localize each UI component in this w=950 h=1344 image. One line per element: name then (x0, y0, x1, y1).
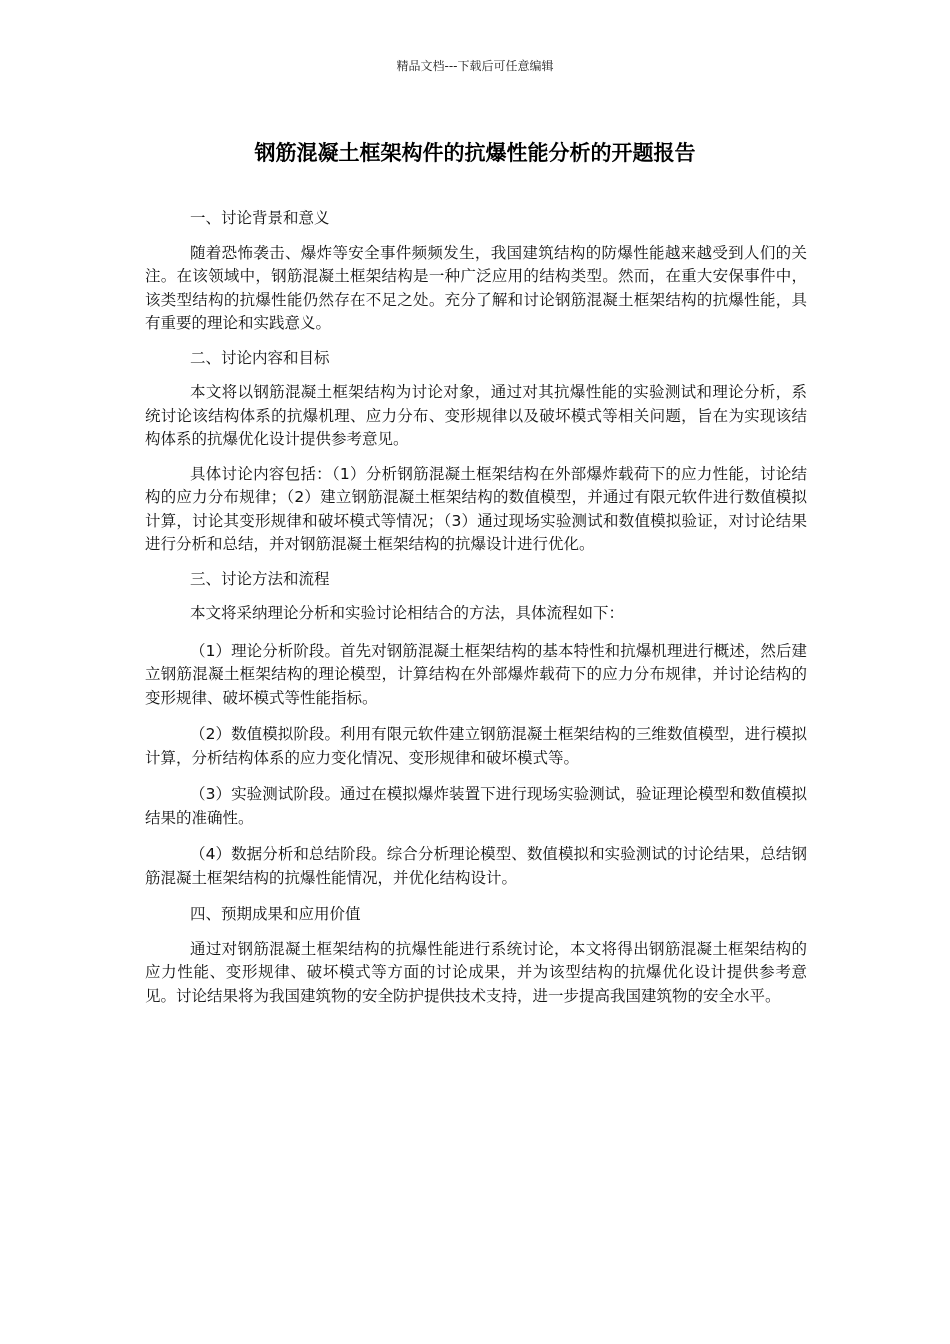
content-paragraph-2: 具体讨论内容包括：（1）分析钢筋混凝土框架结构在外部爆炸载荷下的应力性能，讨论结构的应力分布规律；（2）建立钢筋混凝土框架结构的数值模型，并通过有限元软件进行数值模拟计算，讨论其变形规律和破坏模式等情况；（3）通过现场实验测试和数值模拟验证，对讨论结果进行分析和总结，并对钢筋混凝土框架结构的抗爆设计进行优化。 (145, 464, 807, 553)
document-title: 钢筋混凝土框架构件的抗爆性能分析的开题报告 (254, 141, 696, 165)
method-step-2: （2）数值模拟阶段。利用有限元软件建立钢筋混凝土框架结构的三维数值模型，进行模拟计算，分析结构体系的应力变化情况、变形规律和破坏模式等。 (145, 725, 807, 767)
content-paragraph-1: 本文将以钢筋混凝土框架结构为讨论对象，通过对其抗爆性能的实验测试和理论分析，系统讨论该结构体系的抗爆机理、应力分布、变形规律以及破坏模式等相关问题，旨在为实现该结构体系的抗爆优化设计提供参考意见。 (145, 383, 807, 448)
page-header: 精品文档---下载后可任意编辑 (396, 59, 554, 73)
method-step-1: （1）理论分析阶段。首先对钢筋混凝土框架结构的基本特性和抗爆机理进行概述，然后建立钢筋混凝土框架结构的理论模型，计算结构在外部爆炸载荷下的应力分布规律，并讨论结构的变形规律、破坏模式等性能指标。 (145, 641, 807, 707)
background-paragraph: 随着恐怖袭击、爆炸等安全事件频频发生，我国建筑结构的防爆性能越来越受到人们的关注。在该领域中，钢筋混凝土框架结构是一种广泛应用的结构类型。然而，在重大安保事件中，该类型结构的抗爆性能仍然存在不足之处。充分了解和讨论钢筋混凝土框架结构的抗爆性能，具有重要的理论和实践意义。 (145, 243, 807, 332)
section-heading-method: 三、讨论方法和流程 (190, 569, 330, 588)
section-heading-content: 二、讨论内容和目标 (190, 348, 330, 367)
outcomes-paragraph: 通过对钢筋混凝土框架结构的抗爆性能进行系统讨论，本文将得出钢筋混凝土框架结构的应力性能、变形规律、破坏模式等方面的讨论成果，并为该型结构的抗爆优化设计提供参考意见。讨论结果将为我国建筑物的安全防护提供技术支持，进一步提高我国建筑物的安全水平。 (145, 939, 807, 1005)
method-intro: 本文将采纳理论分析和实验讨论相结合的方法，具体流程如下： (190, 604, 625, 622)
section-heading-outcomes: 四、预期成果和应用价值 (190, 905, 361, 923)
document-body (145, 207, 807, 1019)
method-step-4: （4）数据分析和总结阶段。综合分析理论模型、数值模拟和实验测试的讨论结果，总结钢筋混凝土框架结构的抗爆性能情况，并优化结构设计。 (145, 845, 807, 887)
section-heading-background: 一、讨论背景和意义 (190, 209, 330, 227)
method-step-3: （3）实验测试阶段。通过在模拟爆炸装置下进行现场实验测试，验证理论模型和数值模拟结果的准确性。 (145, 785, 807, 827)
